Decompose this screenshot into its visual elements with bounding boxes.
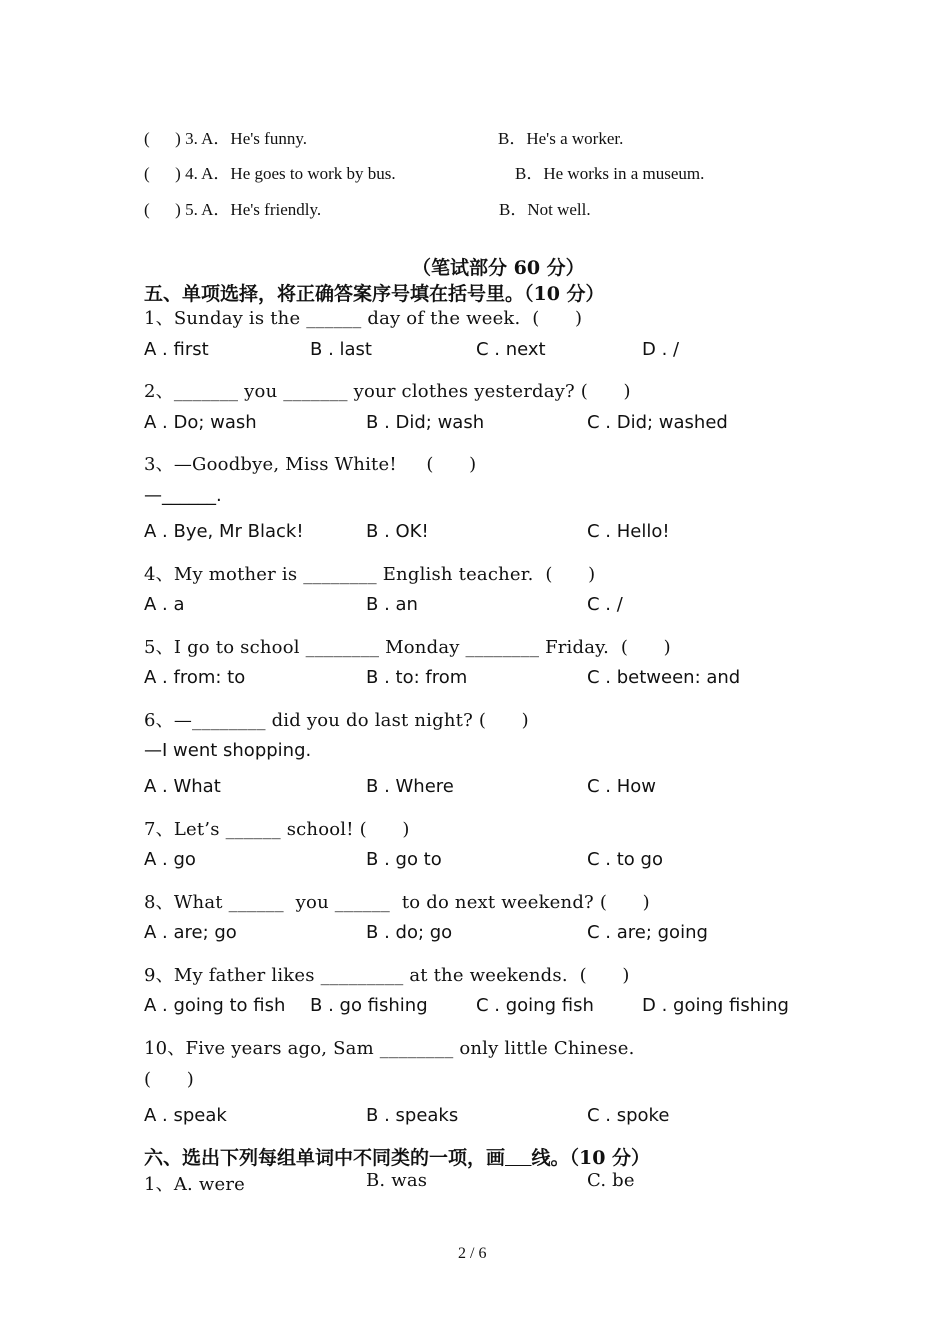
question-4-option-b: B . an xyxy=(366,594,418,615)
question-9-option-c: C . going fish xyxy=(476,995,594,1016)
page-number: 2 / 6 xyxy=(458,1245,487,1262)
question-9-stem: 9、My father likes _________ at the weekends. ( ) xyxy=(144,965,630,986)
section-6-title xyxy=(144,1143,650,1170)
question-1-option-a: A . first xyxy=(144,339,209,360)
written-section-header: （笔试部分 60 分） xyxy=(412,257,585,279)
question-3-option-c: C . Hello! xyxy=(587,521,670,542)
listening-item-4-b: B．He works in a museum. xyxy=(515,164,705,183)
question-10-option-c: C . spoke xyxy=(587,1105,670,1126)
question-1-option-c: C . next xyxy=(476,339,546,360)
question-6-stem: 6、—________ did you do last night? ( ) xyxy=(144,710,529,731)
section-6-question-1-option-a: 1、A. were xyxy=(144,1174,246,1195)
question-9-option-a: A . going to fish xyxy=(144,995,286,1016)
question-7-stem: 7、Let’s ______ school! ( ) xyxy=(144,819,410,840)
question-10-option-b: B . speaks xyxy=(366,1105,459,1126)
question-5-option-b: B . to: from xyxy=(366,667,468,688)
question-7-option-b: B . go to xyxy=(366,849,442,870)
question-3-stem: 3、—Goodbye, Miss White! ( ) xyxy=(144,454,477,475)
question-6-option-a: A . What xyxy=(144,776,221,797)
question-10-stem: 10、Five years ago, Sam ________ only little Chinese. xyxy=(144,1038,635,1059)
question-5-option-a: A . from: to xyxy=(144,667,246,688)
section-6-title-blank xyxy=(505,1147,531,1169)
question-3-option-a: A . Bye, Mr Black! xyxy=(144,521,304,542)
listening-item-3-a: ( ) 3. A．He's funny. xyxy=(144,129,307,148)
question-10-answer-bracket: ( ) xyxy=(144,1069,194,1090)
listening-item-4-a: ( ) 4. A．He goes to work by bus. xyxy=(144,164,396,183)
question-8-option-a: A . are; go xyxy=(144,922,237,943)
question-4-stem: 4、My mother is ________ English teacher. ( ) xyxy=(144,564,596,585)
question-6-reply: —I went shopping. xyxy=(144,740,312,761)
listening-item-5-a: ( ) 5. A．He's friendly. xyxy=(144,200,322,219)
section-6-title-part-1: 六、选出下列每组单词中不同类的一项，画 xyxy=(144,1147,506,1169)
section-6-title-part-2: 线。（10 分） xyxy=(531,1147,651,1169)
question-10-option-a: A . speak xyxy=(144,1105,227,1126)
listening-item-5-b: B．Not well. xyxy=(499,200,591,219)
question-4-option-c: C . / xyxy=(587,594,623,615)
question-8-option-c: C . are; going xyxy=(587,922,708,943)
question-7-option-a: A . go xyxy=(144,849,196,870)
question-5-stem: 5、I go to school ________ Monday ________ Friday. ( ) xyxy=(144,637,671,658)
section-6-question-1-option-b: B. was xyxy=(366,1170,428,1191)
question-2-option-a: A . Do; wash xyxy=(144,412,257,433)
question-6-option-c: C . How xyxy=(587,776,657,797)
listening-item-3-b: B．He's a worker. xyxy=(498,129,624,148)
question-8-stem: 8、What ______ you ______ to do next weekend? ( ) xyxy=(144,892,650,913)
question-2-option-b: B . Did; wash xyxy=(366,412,485,433)
question-3-option-b: B . OK! xyxy=(366,521,429,542)
question-5-option-c: C . between: and xyxy=(587,667,741,688)
question-2-stem: 2、_______ you _______ your clothes yesterday? ( ) xyxy=(144,381,631,402)
question-3-reply: —______. xyxy=(144,485,222,506)
question-9-option-d: D . going fishing xyxy=(642,995,789,1016)
question-1-option-b: B . last xyxy=(310,339,372,360)
question-8-option-b: B . do; go xyxy=(366,922,453,943)
question-2-option-c: C . Did; washed xyxy=(587,412,728,433)
question-4-option-a: A . a xyxy=(144,594,185,615)
question-9-option-b: B . go fishing xyxy=(310,995,428,1016)
question-7-option-c: C . to go xyxy=(587,849,663,870)
section-6-question-1-option-c: C. be xyxy=(587,1170,635,1191)
question-6-option-b: B . Where xyxy=(366,776,454,797)
question-1-option-d: D . / xyxy=(642,339,680,360)
question-1-stem: 1、Sunday is the ______ day of the week. ( ) xyxy=(144,308,583,329)
section-5-title: 五、单项选择，将正确答案序号填在括号里。（10 分） xyxy=(144,283,605,305)
